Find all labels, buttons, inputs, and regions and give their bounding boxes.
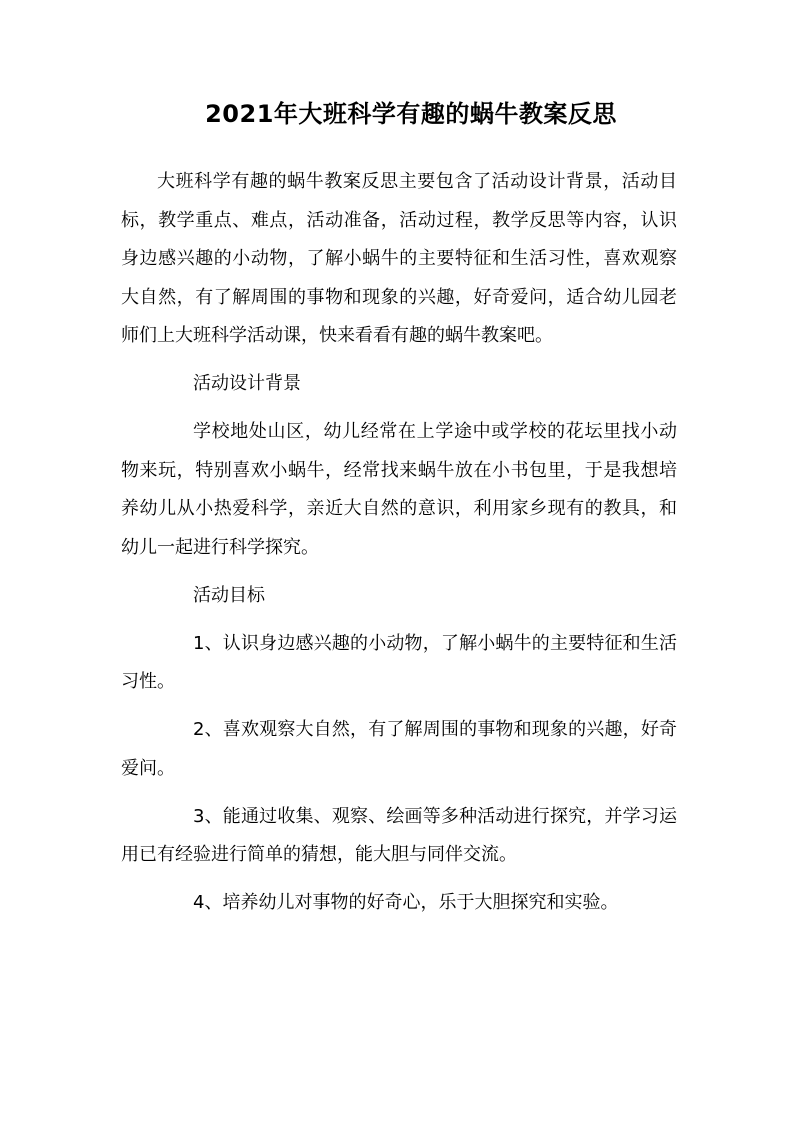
section-heading-background: 活动设计背景 bbox=[193, 373, 301, 394]
goal-item-1: 1、认识身边感兴趣的小动物，了解小蜗牛的主要特征和生活习性。 bbox=[121, 632, 677, 692]
document-body bbox=[121, 163, 677, 932]
goal-item-2: 2、喜欢观察大自然，有了解周围的事物和现象的兴趣，好奇爱问。 bbox=[121, 719, 677, 779]
goal-item-3: 3、能通过收集、观察、绘画等多种活动进行探究，并学习运用已有经验进行简单的猜想，能大胆与同伴交流。 bbox=[121, 805, 677, 865]
section-heading-goals: 活动目标 bbox=[193, 584, 265, 606]
document-title: 2021年大班科学有趣的蜗牛教案反思 bbox=[205, 100, 617, 128]
background-paragraph: 学校地处山区，幼儿经常在上学途中或学校的花坛里找小动物来玩，特别喜欢小蜗牛，经常找来蜗牛放在小书包里，于是我想培养幼儿从小热爱科学，亲近大自然的意识，利用家乡现有的教具，和幼儿一起进行科学探究。 bbox=[121, 421, 677, 558]
goal-item-4: 4、培养幼儿对事物的好奇心，乐于大胆探究和实验。 bbox=[193, 892, 619, 913]
intro-paragraph: 大班科学有趣的蜗牛教案反思主要包含了活动设计背景，活动目标，教学重点、难点，活动准备，活动过程，教学反思等内容，认识身边感兴趣的小动物，了解小蜗牛的主要特征和生活习性，喜欢观察大自然，有了解周围的事物和现象的兴趣，好奇爱问，适合幼儿园老师们上大班科学活动课，快来看看有趣的蜗牛教案吧。 bbox=[121, 171, 677, 346]
